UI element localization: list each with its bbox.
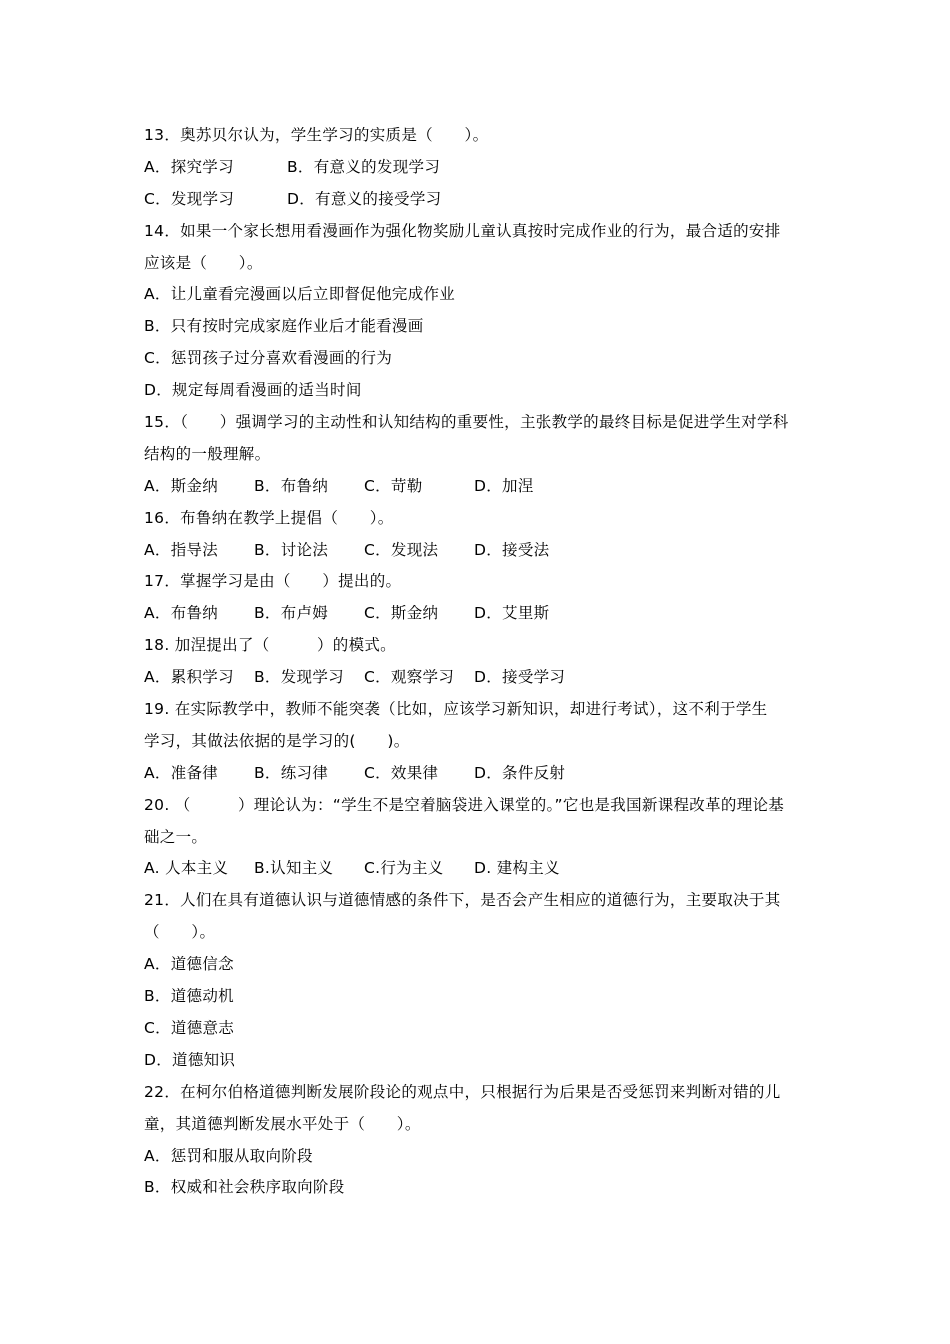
option-text: D．艾里斯 xyxy=(474,604,550,623)
option-row xyxy=(144,1141,824,1173)
option-text: B．讨论法 xyxy=(254,540,329,559)
option-row xyxy=(144,184,824,216)
option-text: A．惩罚和服从取向阶段 xyxy=(144,1146,313,1165)
option-text: D．接受学习 xyxy=(474,668,566,687)
option-row xyxy=(144,598,824,630)
question-stem-line: 22．在柯尔伯格道德判断发展阶段论的观点中，只根据行为后果是否受惩罚来判断对错的儿 xyxy=(144,1082,781,1101)
option-text: A．布鲁纳 xyxy=(144,604,219,623)
option-text: D. 建构主义 xyxy=(474,859,560,878)
option-text: B.认知主义 xyxy=(254,859,334,878)
question-list xyxy=(144,120,824,1204)
question-stem-line: 应该是（ ）。 xyxy=(144,253,263,272)
option-row xyxy=(144,471,824,503)
question-stem-line: 结构的一般理解。 xyxy=(144,444,271,463)
option-text: C．发现学习 xyxy=(144,189,235,208)
option-text: A．准备律 xyxy=(144,763,219,782)
question-stem-line: 13．奥苏贝尔认为，学生学习的实质是（ ）。 xyxy=(144,126,489,144)
option-text: B．有意义的发现学习 xyxy=(287,157,441,176)
question-stem-line: 19. 在实际教学中，教师不能突袭（比如，应该学习新知识，却进行考试），这不利于学生 xyxy=(144,700,768,719)
question-block xyxy=(144,216,824,407)
question-block xyxy=(144,630,824,694)
question-block xyxy=(144,694,824,790)
option-text: C．发现法 xyxy=(364,540,439,559)
option-row xyxy=(144,758,824,790)
question-stem-line: 础之一。 xyxy=(144,827,208,846)
question-stem-line: 15．（ ）强调学习的主动性和认知结构的重要性，主张教学的最终目标是促进学生对学科 xyxy=(144,413,789,432)
question-stem-line: 学习，其做法依据的是学习的( )。 xyxy=(144,731,410,750)
option-text: C．斯金纳 xyxy=(364,604,439,623)
option-text: D．有意义的接受学习 xyxy=(287,189,442,208)
option-text: A．累积学习 xyxy=(144,668,234,687)
option-text: A．指导法 xyxy=(144,540,219,559)
option-text: D．道德知识 xyxy=(144,1050,236,1069)
option-text: B．道德动机 xyxy=(144,987,234,1006)
option-text: A．斯金纳 xyxy=(144,476,219,495)
option-row xyxy=(144,662,824,694)
option-row xyxy=(144,949,824,981)
option-row xyxy=(144,1172,824,1204)
option-row xyxy=(144,853,824,885)
option-row xyxy=(144,535,824,567)
question-block xyxy=(144,790,824,886)
question-stem-line: 16．布鲁纳在教学上提倡（ ）。 xyxy=(144,508,394,527)
option-row xyxy=(144,1045,824,1077)
option-text: C.行为主义 xyxy=(364,859,444,878)
option-text: D．加涅 xyxy=(474,476,534,495)
option-text: B．布鲁纳 xyxy=(254,476,329,495)
option-text: C．效果律 xyxy=(364,763,439,782)
question-block xyxy=(144,566,824,630)
option-text: B．发现学习 xyxy=(254,668,344,687)
question-stem-line: 20. （ ）理论认为：“学生不是空着脑袋进入课堂的。”它也是我国新课程改革的理论基 xyxy=(144,795,785,814)
question-block xyxy=(144,407,824,503)
question-block xyxy=(144,503,824,567)
option-text: A. 人本主义 xyxy=(144,859,229,878)
option-text: B．练习律 xyxy=(254,763,329,782)
option-text: C．道德意志 xyxy=(144,1018,235,1037)
question-stem-line: 17．掌握学习是由（ ）提出的。 xyxy=(144,572,402,591)
option-row xyxy=(144,152,824,184)
option-text: A．探究学习 xyxy=(144,157,234,176)
option-row xyxy=(144,343,824,375)
question-block xyxy=(144,120,824,216)
option-text: C．惩罚孩子过分喜欢看漫画的行为 xyxy=(144,349,393,368)
option-row xyxy=(144,981,824,1013)
option-text: B．只有按时完成家庭作业后才能看漫画 xyxy=(144,317,424,336)
option-text: B．布卢姆 xyxy=(254,604,329,623)
option-row xyxy=(144,375,824,407)
option-text: D．规定每周看漫画的适当时间 xyxy=(144,381,362,400)
question-stem-line: 18. 加涅提出了（ ）的模式。 xyxy=(144,636,396,655)
question-stem-line: （ ）。 xyxy=(144,923,216,942)
option-row xyxy=(144,311,824,343)
option-row xyxy=(144,279,824,311)
option-text: C．苛勒 xyxy=(364,476,423,495)
question-stem-line: 童，其道德判断发展水平处于（ ）。 xyxy=(144,1114,421,1133)
option-text: A．道德信念 xyxy=(144,955,234,974)
question-stem-line: 14．如果一个家长想用看漫画作为强化物奖励儿童认真按时完成作业的行为，最合适的安排 xyxy=(144,221,781,240)
question-block xyxy=(144,885,824,1076)
option-text: B．权威和社会秩序取向阶段 xyxy=(144,1178,345,1197)
option-row xyxy=(144,1013,824,1045)
option-text: A．让儿童看完漫画以后立即督促他完成作业 xyxy=(144,285,456,304)
question-stem-line: 21．人们在具有道德认识与道德情感的条件下，是否会产生相应的道德行为，主要取决于其 xyxy=(144,891,781,910)
option-text: C．观察学习 xyxy=(364,668,455,687)
option-text: D．条件反射 xyxy=(474,763,566,782)
question-block xyxy=(144,1077,824,1205)
option-text: D．接受法 xyxy=(474,540,550,559)
